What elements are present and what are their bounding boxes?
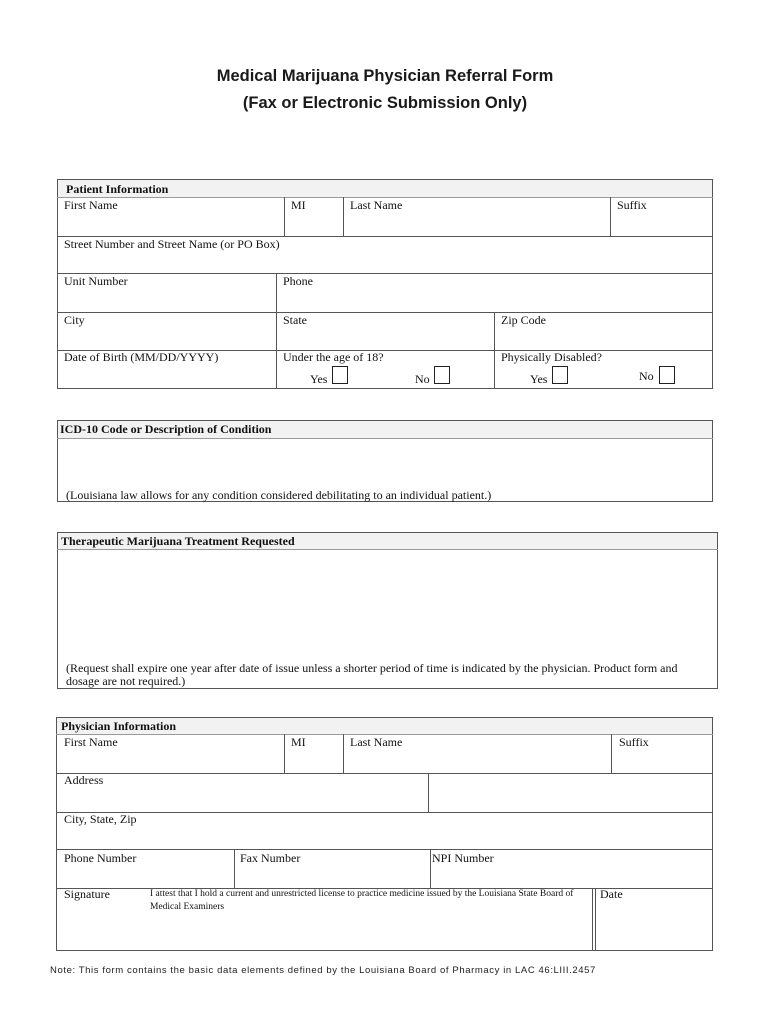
physician-date-field[interactable]: Date: [600, 887, 623, 901]
physician-address-field[interactable]: Address: [64, 773, 104, 787]
divider: [57, 312, 713, 313]
treatment-section-heading: Therapeutic Marijuana Treatment Requested: [61, 534, 295, 548]
divider: [57, 273, 713, 274]
physician-last-name-field[interactable]: Last Name: [350, 735, 403, 749]
treatment-note-line2: dosage are not required.): [66, 674, 186, 688]
divider: [343, 734, 344, 773]
patient-unit-field[interactable]: Unit Number: [64, 274, 128, 288]
divider: [56, 773, 713, 774]
condition-note: (Louisiana law allows for any condition considered debilitating to an individual patient.): [66, 488, 492, 502]
disabled-no-checkbox[interactable]: [659, 366, 675, 384]
physician-mi-field[interactable]: MI: [291, 735, 306, 749]
divider: [276, 273, 277, 389]
disabled-yes-checkbox[interactable]: [552, 366, 568, 384]
patient-street-field[interactable]: Street Number and Street Name (or PO Box): [64, 237, 280, 251]
physician-city-state-zip-field[interactable]: City, State, Zip: [64, 812, 137, 826]
physician-first-name-field[interactable]: First Name: [64, 735, 118, 749]
divider: [343, 197, 344, 236]
condition-section-heading: ICD-10 Code or Description of Condition: [60, 422, 272, 436]
under-18-yes-label: Yes: [310, 372, 328, 386]
divider: [592, 888, 593, 951]
under-18-no-checkbox[interactable]: [434, 366, 450, 384]
form-title: Medical Marijuana Physician Referral Form: [216, 67, 554, 85]
patient-last-name-field[interactable]: Last Name: [350, 198, 403, 212]
under-18-yes-checkbox[interactable]: [332, 366, 348, 384]
physician-suffix-field[interactable]: Suffix: [619, 735, 649, 749]
physician-fax-field[interactable]: Fax Number: [240, 851, 301, 865]
treatment-input-area[interactable]: [58, 550, 716, 658]
attestation-text: I attest that I hold a current and unrestricted license to practice medicine issued by the Louisiana State Board of Medical Examiners: [150, 889, 574, 912]
divider: [56, 812, 713, 813]
condition-input-area[interactable]: [58, 439, 712, 487]
physician-phone-field[interactable]: Phone Number: [64, 851, 137, 865]
divider: [284, 197, 285, 236]
divider: [284, 734, 285, 773]
disabled-yes-label: Yes: [530, 372, 548, 386]
divider: [56, 849, 713, 850]
physician-signature-label: Signature: [64, 887, 110, 901]
footer-note: Note: This form contains the basic data elements defined by the Louisiana Board of Pharmacy in LAC 46:LIII.2457: [50, 965, 596, 976]
divider: [428, 773, 429, 812]
under-18-no-label: No: [415, 372, 430, 386]
patient-city-field[interactable]: City: [64, 313, 85, 327]
patient-state-field[interactable]: State: [283, 313, 307, 327]
under-18-label: Under the age of 18?: [283, 350, 384, 364]
patient-mi-field[interactable]: MI: [291, 198, 306, 212]
patient-phone-field[interactable]: Phone: [283, 274, 313, 288]
patient-first-name-field[interactable]: First Name: [64, 198, 118, 212]
patient-suffix-field[interactable]: Suffix: [617, 198, 647, 212]
patient-zip-field[interactable]: Zip Code: [501, 313, 546, 327]
treatment-note-line1: (Request shall expire one year after date of issue unless a shorter period of time is indicated by the physician. Product form and: [66, 661, 678, 675]
divider: [611, 734, 612, 773]
divider: [610, 197, 611, 236]
physically-disabled-label: Physically Disabled?: [501, 350, 602, 364]
patient-dob-field[interactable]: Date of Birth (MM/DD/YYYY): [64, 350, 219, 364]
physician-section-heading: Physician Information: [61, 719, 177, 733]
divider: [430, 849, 431, 888]
physician-npi-field[interactable]: NPI Number: [432, 851, 494, 865]
form-subtitle: (Fax or Electronic Submission Only): [242, 94, 528, 112]
patient-section-heading: Patient Information: [66, 182, 169, 196]
disabled-no-label: No: [639, 369, 654, 383]
divider: [234, 849, 235, 888]
divider: [595, 888, 596, 951]
